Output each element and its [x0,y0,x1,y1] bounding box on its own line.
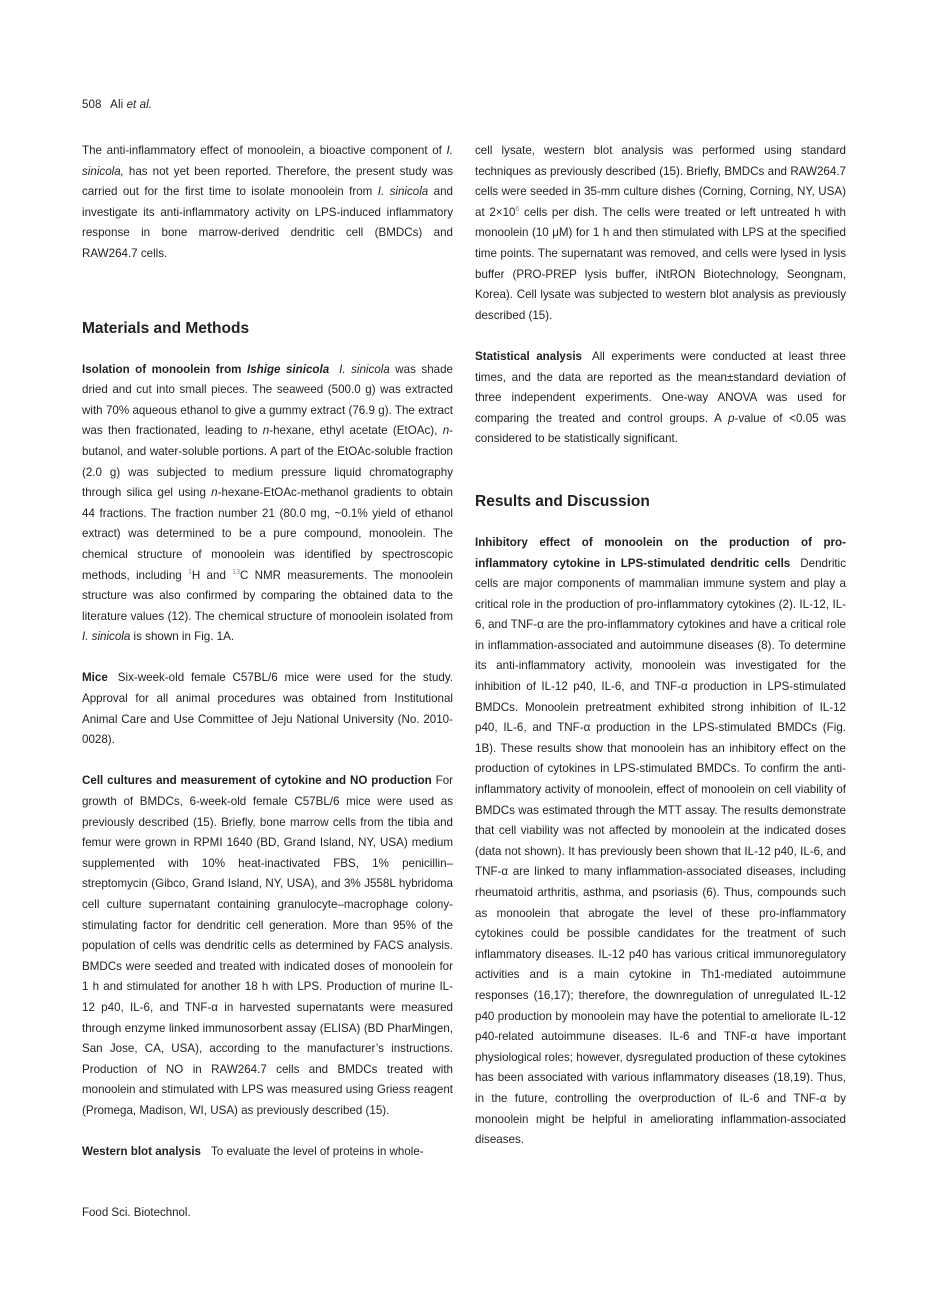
header-et-al: et al. [126,99,153,111]
intro-paragraph: The anti-inflammatory effect of monoolein, a bioactive component of I. sinicola, has not yet been reported. Therefore, the present study was carried out for the first time to isolate monoolein from I. sinicola and investigate its anti-inflammatory activity on LPS-induced inflammatory response in bone marrow-derived dendritic cell (BMDCs) and RAW264.7 cells. [82,144,454,260]
section-title-methods: Materials and Methods [82,319,250,337]
page-number: 508 [82,99,102,111]
inhibitory-paragraph: Inhibitory effect of monoolein on the production of pro-inflammatory cytokine in LPS-stimulated dendritic cells Dendritic cells are major components of mammalian immune system and play a critical role in the production of pro-inflammatory cytokines (2). IL-12, IL-6, and TNF-α are the pro-inflammatory cytokines and have a critical role in inflammation-associated and autoimmune diseases (8). To determine its anti-inflammatory activity, monoolein was investigated for the inhibition of IL-12 p40, IL-6, and TNF-α production in LPS-stimulated BMDCs. Monoolein pretreatment exhibited strong inhibition of IL-12 p40, IL-6, and TNF-α production in the LPS-stimulated BMDCs (Fig. 1B). These results show that monoolein has an inhibitory effect on the production of cytokines in LPS-stimulated BMDCs. To confirm the anti-inflammatory activity of monoolein, effect of monoolein on cell viability of BMDCs was estimated through the MTT assay. The results demonstrate that cell viability was not affected by monoolein at the indicated doses (data not shown). It has previously been shown that IL-12 p40, IL-6, and TNF-α are linked to many inflammation-associated diseases, including rheumatoid arthritis, asthma, and psoriasis (6). Thus, compounds such as monoolein that abrogate the level of these pro-inflammatory cytokines could be possible candidates for the treatment of such inflammatory diseases. IL-12 p40 has various critical immunoregulatory activities and is a main cytokine in Th1-mediated autoimmune responses (16,17); therefore, the downregulation of unregulated IL-12 p40 production by monoolein may have the potential to ameliorate IL-12 p40-related autoimmune diseases. IL-6 and TNF-α have important physiological roles; however, dysregulated production of these cytokines has been associated with various inflammatory diseases (18,19). Thus, in the future, controlling the overproduction of IL-6 and TNF-α by monoolein might be helpful in ameliorating inflammation-associated diseases. [475,535,846,1147]
left-column [82,141,453,1163]
running-header [82,99,152,111]
mice-paragraph: Mice Six-week-old female C57BL/6 mice were used for the study. Approval for all animal procedures was obtained from Institutional Animal Care and Use Committee of Jeju National University (No. 2010-0028). [82,671,453,747]
western-continued-paragraph: cell lysate, western blot analysis was performed using standard techniques as previously described (15). Briefly, BMDCs and RAW264.7 cells were seeded in 35-mm culture dishes (Corning, Corning, NY, USA) at $2\times 10^6$ cells per dish. The cells were treated or left untreated h with monoolein (10 μM) for 1 h and then stimulated with LPS at the specified time points. The supernatant was removed, and cells were lysed in lysis buffer (PRO-PREP lysis buffer, iNtRON Biotechnology, Seongnam, Korea). Cell lysate was subjected to western blot analysis as previously described (15). [475,144,846,322]
culture-paragraph: Cell cultures and measurement of cytokine and NO production For growth of BMDCs, 6-week-old female C57BL/6 mice were used as previously described (15). Briefly, bone marrow cells from the tibia and femur were grown in RPMI 1640 (BD, Grand Island, NY, USA) medium supplemented with 10% heat-inactivated FBS, 1% penicillin–streptomycin (Gibco, Grand Island, NY, USA), and 3% J558L hybridoma cell culture supernatant containing granulocyte–macrophage colony-stimulating factor for dendritic cell generation. More than 95% of the population of cells was dendritic cells as determined by FACS analysis. BMDCs were seeded and treated with indicated doses of monoolein for 1 h and stimulated for another 18 h with LPS. Production of murine IL-12 p40, IL-6, and TNF-α in harvested supernatants were measured through enzyme linked immunosorbent assay (ELISA) (BD PharMingen, San Jose, CA, USA), according to the manufacturer’s instructions. Production of NO in RAW264.7 cells and BMDCs treated with monoolein and stimulated with LPS was measured using Griess reagent (Promega, Madison, WI, USA) as previously described (15). [82,774,453,1117]
isolation-paragraph: Isolation of monoolein from Ishige sinicola I. sinicola was shade dried and cut into small pieces. The seaweed (500.0 g) was extracted with 70% aqueous ethanol to give a gummy extract (76.9 g). The extract was then fractionated, leading to n-hexane, ethyl acetate (EtOAc), n-butanol, and water-soluble portions. A part of the EtOAc-soluble fraction (2.0 g) was subjected to medium pressure liquid chromatography through silica gel using n-hexane-EtOAc-methanol gradients to obtain 44 fractions. The fraction number 21 (80.0 mg, ~0.1% yield of ethanol extract) was determined to be a pure compound, monoolein. The chemical structure of monoolein was identified by spectroscopic methods, including $^1$H and $^{13}$C NMR measurements. The monoolein structure was also confirmed by comparing the obtained data to the literature values (12). The chemical structure of monoolein isolated from I. sinicola is shown in Fig. 1A. [82,362,454,644]
right-column [475,141,846,1151]
culture-heading: Cell cultures and measurement of cytokine and NO production [82,774,432,788]
running-footer: Food Sci. Biotechnol. [82,1207,191,1219]
western-paragraph: Western blot analysis To evaluate the level of proteins in whole- [82,1145,424,1159]
mice-heading: Mice [82,671,108,685]
stats-paragraph: Statistical analysis All experiments were conducted at least three times, and the data are reported as the mean±standard deviation of three independent experiments. One-way ANOVA was used for comparing the treated and control groups. A p-value of <0.05 was considered to be statistically significant. [475,349,847,446]
section-title-results: Results and Discussion [475,492,650,510]
stats-heading: Statistical analysis [475,349,582,363]
header-authors: Ali [110,99,124,111]
inhibitory-heading: Inhibitory effect of monoolein on the production of pro-inflammatory cytokine in LPS-stimulated dendritic cells [475,535,846,570]
isolation-heading: Isolation of monoolein from Ishige sinicola [82,362,330,376]
western-heading: Western blot analysis [82,1145,201,1159]
